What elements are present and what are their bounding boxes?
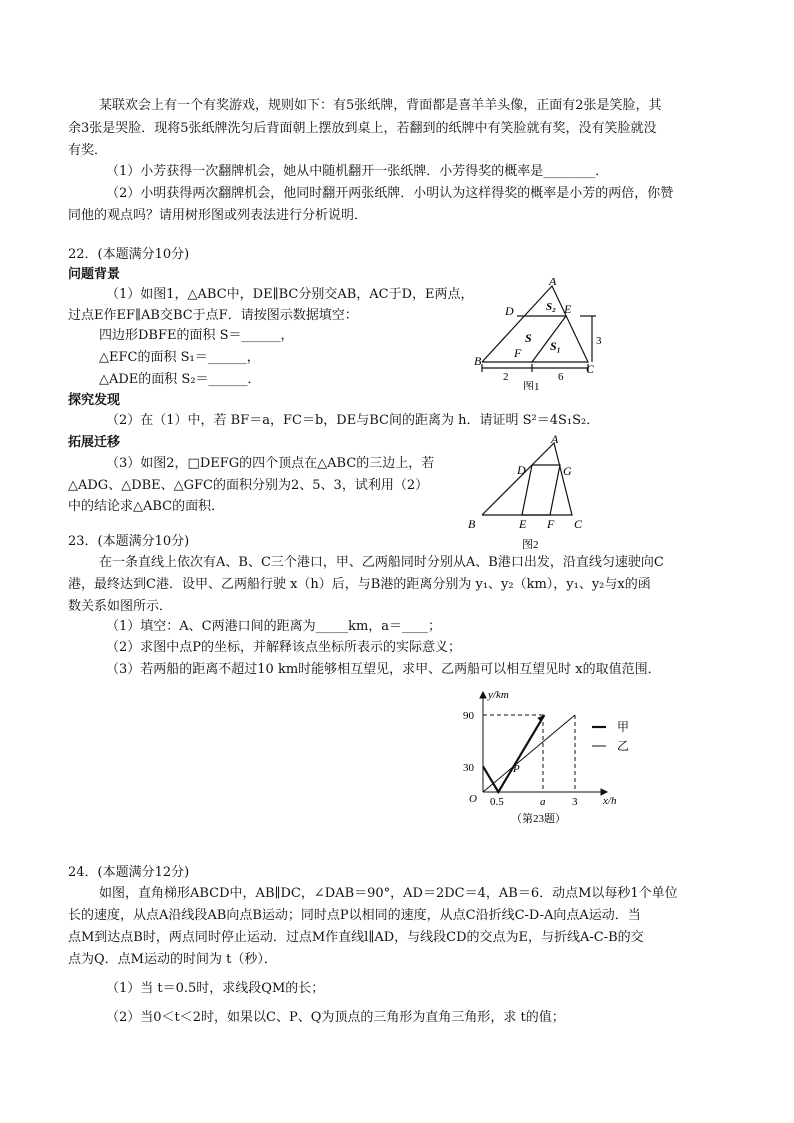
label-f-2: F — [547, 517, 555, 531]
p22-s2: （2）在（1）中，若 BF＝a，FC＝b，DE与BC间的距离为 h．请证明 S²＝4S₁S₂． — [106, 413, 600, 428]
intro-line-3: 有奖． — [68, 143, 108, 158]
origin-label: O — [469, 793, 477, 805]
label-c: C — [586, 362, 595, 376]
intro-line-1: 某联欢会上有一个有奖游戏，规则如下：有5张纸牌，背面都是喜羊羊头像，正面有2张是笑脸，其 — [99, 98, 662, 113]
label-s: S — [525, 331, 532, 345]
intro-line-2: 余3张是哭脸．现将5张纸牌洗匀后背面朝上摆放到桌上，若翻到的纸牌中有笑脸就有奖，没有笑脸就没 — [68, 121, 657, 136]
intro-q2b: 同他的观点吗？请用树形图或列表法进行分析说明． — [68, 208, 368, 223]
p23-q1: （1）填空：A、C两港口间的距离为_____km，a＝____； — [106, 619, 442, 634]
p23-q3: （3）若两船的距离不超过10 km时能够相互望见，求甲、乙两船可以相互望见时 x的取值范围． — [106, 662, 661, 677]
label-3: 3 — [596, 335, 602, 347]
p24-q2: （2）当0＜t＜2时，如果以C、P、Q为顶点的三角形为直角三角形，求 t的值； — [106, 1010, 565, 1025]
triangle-abc-2 — [482, 443, 572, 515]
chart-23 — [455, 686, 645, 826]
label-s1: S₁ — [550, 339, 561, 353]
p24-q1: （1）当 t＝0.5时，求线段QM的长； — [106, 981, 325, 996]
tick-30: 30 — [463, 762, 474, 774]
label-2: 2 — [503, 371, 509, 383]
figure-2-caption: 图2 — [522, 539, 539, 550]
figure-1-caption: 图1 — [523, 381, 540, 390]
label-e-2: E — [519, 517, 527, 531]
p22-s1d: △EFC的面积 S₁＝______， — [99, 350, 260, 365]
p23-q2: （2）求图中点P的坐标，并解释该点坐标所表示的实际意义； — [106, 640, 462, 655]
p22-heading-explore: 探究发现 — [68, 393, 121, 408]
figure-1 — [470, 278, 610, 390]
label-c-2: C — [574, 517, 583, 531]
label-6: 6 — [558, 371, 564, 383]
p23-title: 23．(本题满分10分) — [68, 534, 190, 549]
p22-s3a: （3）如图2，□DEFG的四个顶点在△ABC的三边上，若 — [106, 456, 435, 471]
label-b-2: B — [468, 517, 476, 531]
intro-q1: （1）小芳获得一次翻牌机会，她从中随机翻开一张纸牌．小芳得奖的概率是________． — [106, 164, 609, 179]
figure-2 — [462, 435, 592, 550]
p22-s3c: 中的结论求△ABC的面积． — [68, 499, 225, 514]
series-line-yi — [483, 715, 575, 792]
label-g-2: G — [563, 464, 572, 478]
parallelogram-defg — [522, 465, 560, 515]
label-a: A — [549, 278, 557, 288]
y-axis-label: y/km — [488, 689, 509, 701]
p24-line-4: 点为Q．点M运动的时间为 t（秒）． — [68, 952, 277, 967]
p24-line-1: 如图，直角梯形ABCD中，AB∥DC，∠DAB＝90°，AD＝2DC＝4，AB＝6．动点M以每秒1个单位 — [99, 886, 678, 901]
tick-3: 3 — [572, 796, 578, 808]
p22-s1e: △ADE的面积 S₂＝______． — [99, 372, 261, 387]
label-a-2: A — [551, 435, 559, 446]
p23-line-2: 港，最终达到C港．设甲、乙两船行驶 x（h）后，与B港的距离分别为 y₁、y₂（km），y₁、y₂与x的函 — [68, 577, 651, 592]
triangle-abc — [482, 286, 588, 362]
p23-line-3: 数关系如图所示． — [68, 599, 173, 614]
point-p-label: P — [513, 763, 520, 775]
legend-yi: 乙 — [617, 739, 630, 753]
p22-s3b: △ADG、△DBE、△GFC的面积分别为2、5、3，试利用（2） — [68, 478, 429, 493]
p22-heading-extend: 拓展迁移 — [68, 435, 121, 450]
label-b: B — [474, 354, 482, 368]
p22-s1b: 过点E作EF∥AB交BC于点F．请按图示数据填空： — [68, 308, 358, 323]
p24-line-3: 点M到达点B时，两点同时停止运动．过点M作直线l∥AD，与线段CD的交点为E，与折线A-C-B的交 — [68, 930, 644, 945]
p23-line-1: 在一条直线上依次有A、B、C三个港口，甲、乙两船同时分别从A、B港口出发，沿直线匀速驶向C — [99, 555, 664, 570]
p24-title: 24．(本题满分12分) — [68, 865, 190, 880]
x-axis-label: x/h — [603, 795, 617, 807]
label-d: D — [505, 304, 514, 318]
y-axis-arrow — [480, 692, 486, 698]
segment-ef — [532, 316, 566, 362]
p22-heading-background: 问题背景 — [68, 267, 121, 282]
tick-90: 90 — [463, 710, 474, 722]
tick-0-5: 0.5 — [490, 796, 504, 808]
p22-title: 22．(本题满分10分) — [68, 247, 190, 262]
p22-s1a: （1）如图1，△ABC中，DE∥BC分别交AB，AC于D，E两点， — [106, 287, 474, 302]
intro-q2a: （2）小明获得两次翻牌机会，他同时翻开两张纸牌．小明认为这样得奖的概率是小芳的两倍，你赞 — [106, 186, 674, 201]
label-e: E — [564, 302, 572, 316]
chart-caption: （第23题） — [511, 813, 566, 825]
legend-jia: 甲 — [617, 720, 630, 734]
label-f: F — [514, 346, 522, 360]
p22-s1c: 四边形DBFE的面积 S＝______， — [99, 328, 294, 343]
p24-line-2: 长的速度，从点A沿线段AB向点B运动；同时点P以相同的速度，从点C沿折线C-D-A向点A运动．当 — [68, 908, 641, 923]
label-s2: S₂ — [546, 301, 556, 313]
tick-a: a — [540, 796, 546, 808]
series-line-jia — [483, 715, 544, 792]
label-d-2: D — [517, 463, 526, 477]
